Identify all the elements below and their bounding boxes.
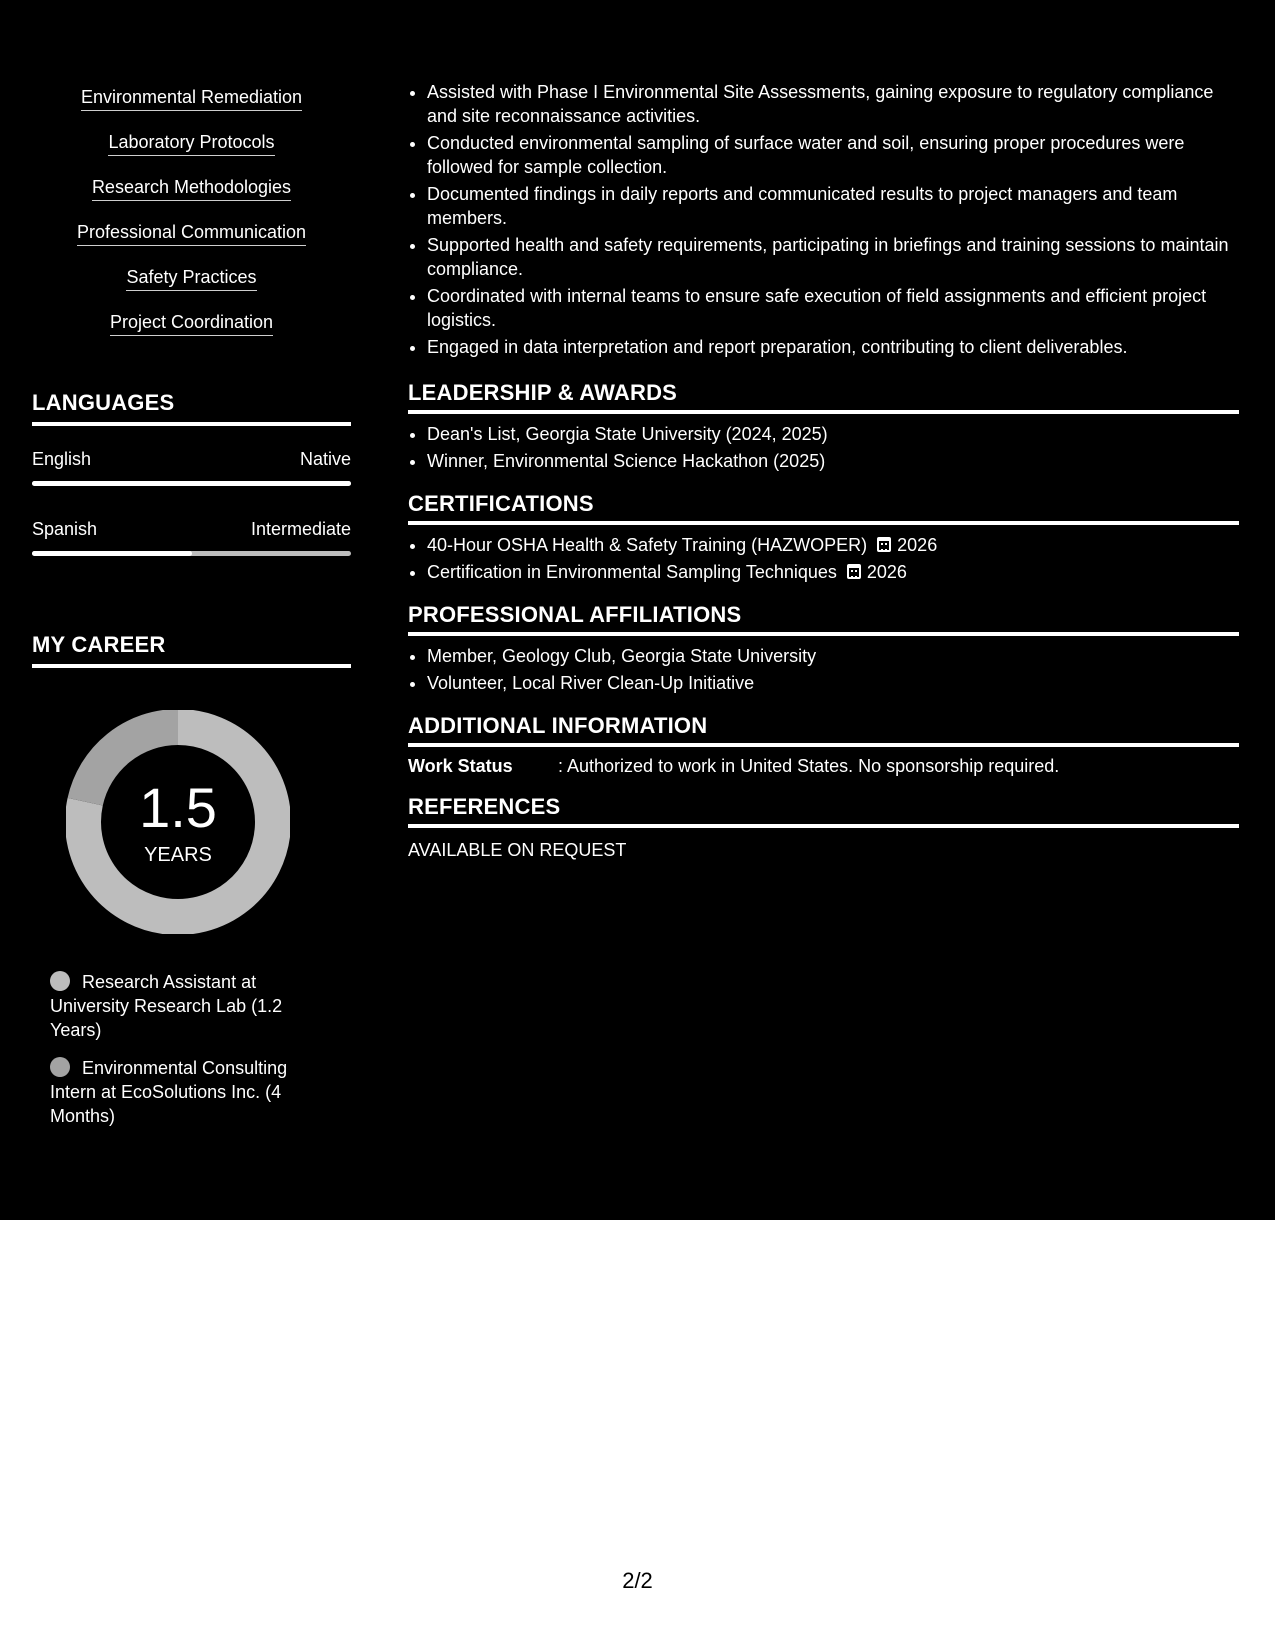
career-donut-chart — [66, 710, 290, 934]
language-bar — [32, 481, 351, 486]
leadership-heading: LEADERSHIP & AWARDS — [408, 380, 1239, 414]
skill-item: Research Methodologies — [92, 176, 291, 201]
references-text: AVAILABLE ON REQUEST — [408, 840, 627, 860]
calendar-icon — [847, 564, 861, 579]
affiliations-block — [408, 644, 1239, 698]
work-status-row — [408, 754, 1239, 778]
language-name: Spanish — [32, 519, 98, 539]
language-level: Intermediate — [250, 519, 351, 539]
certifications-list — [408, 533, 1239, 584]
experience-bullets — [408, 80, 1239, 359]
career-legend-label: Environmental Consulting Intern at EcoSolutions Inc. (4 Months) — [50, 1058, 288, 1126]
skill-item: Project Coordination — [110, 311, 273, 336]
skill-item: Environmental Remediation — [81, 86, 302, 111]
career-heading: MY CAREER — [32, 632, 351, 668]
leadership-block — [408, 422, 1239, 476]
language-level: Native — [299, 449, 351, 469]
references-heading: REFERENCES — [408, 794, 1239, 828]
experience-bullet: • Conducted environmental sampling of surface water and soil, ensuring proper procedures were followed for sample collection. — [427, 131, 1239, 179]
skill-item: Safety Practices — [126, 266, 256, 291]
legend-dot-icon — [50, 971, 70, 991]
certification-year: 2026 — [866, 562, 907, 582]
experience-bullet: • Assisted with Phase I Environmental Site Assessments, gaining exposure to regulatory compliance and site reconnaissance activities. — [427, 80, 1239, 128]
skill-item: Professional Communication — [77, 221, 306, 246]
experience-bullet: • Supported health and safety requirements, participating in briefings and training sessions to maintain compliance. — [427, 233, 1239, 281]
language-bar — [32, 551, 351, 556]
career-legend-item — [50, 1056, 320, 1128]
experience-bullet: • Coordinated with internal teams to ensure safe execution of field assignments and efficient project logistics. — [427, 284, 1239, 332]
career-unit: YEARS — [144, 844, 212, 866]
certification-item — [427, 560, 1239, 584]
experience-block — [408, 80, 1239, 362]
languages-heading: LANGUAGES — [32, 390, 351, 426]
certification-year: 2026 — [897, 535, 938, 555]
career-legend — [50, 970, 320, 1142]
leadership-list — [408, 422, 1239, 473]
career-legend-label: Research Assistant at University Research Lab (1.2 Years) — [50, 972, 283, 1040]
page-number: 2/2 — [622, 1568, 653, 1593]
career-total: 1.5 — [139, 776, 217, 839]
language-bar-fill — [32, 481, 351, 486]
skill-item: Laboratory Protocols — [108, 131, 274, 156]
legend-dot-icon — [50, 1057, 70, 1077]
certification-name: Certification in Environmental Sampling Techniques — [427, 562, 837, 582]
affiliations-heading: PROFESSIONAL AFFILIATIONS — [408, 602, 1239, 636]
certification-item — [427, 533, 1239, 557]
certification-name: 40-Hour OSHA Health & Safety Training (HAZWOPER) — [427, 535, 868, 555]
leadership-item: • Winner, Environmental Science Hackathon (2025) — [427, 449, 1239, 473]
experience-bullet: • Engaged in data interpretation and report preparation, contributing to client deliverables. — [427, 335, 1239, 359]
affiliation-item: • Member, Geology Club, Georgia State University — [427, 644, 1239, 668]
calendar-icon — [877, 537, 891, 552]
affiliation-item: • Volunteer, Local River Clean-Up Initiative — [427, 671, 1239, 695]
certifications-heading: CERTIFICATIONS — [408, 491, 1239, 525]
skills-list — [32, 86, 351, 356]
affiliations-list — [408, 644, 1239, 695]
experience-bullet: • Documented findings in daily reports and communicated results to project managers and team members. — [427, 182, 1239, 230]
certifications-block — [408, 533, 1239, 587]
language-spanish — [32, 518, 351, 556]
additional-info-heading: ADDITIONAL INFORMATION — [408, 713, 1239, 747]
work-status-value: : Authorized to work in United States. No sponsorship required. — [558, 756, 1060, 776]
language-name: English — [32, 449, 92, 469]
language-english — [32, 448, 351, 486]
leadership-item: • Dean's List, Georgia State University (2024, 2025) — [427, 422, 1239, 446]
language-bar-fill — [32, 551, 192, 556]
career-legend-item — [50, 970, 320, 1042]
work-status-label: Work Status — [408, 756, 513, 776]
